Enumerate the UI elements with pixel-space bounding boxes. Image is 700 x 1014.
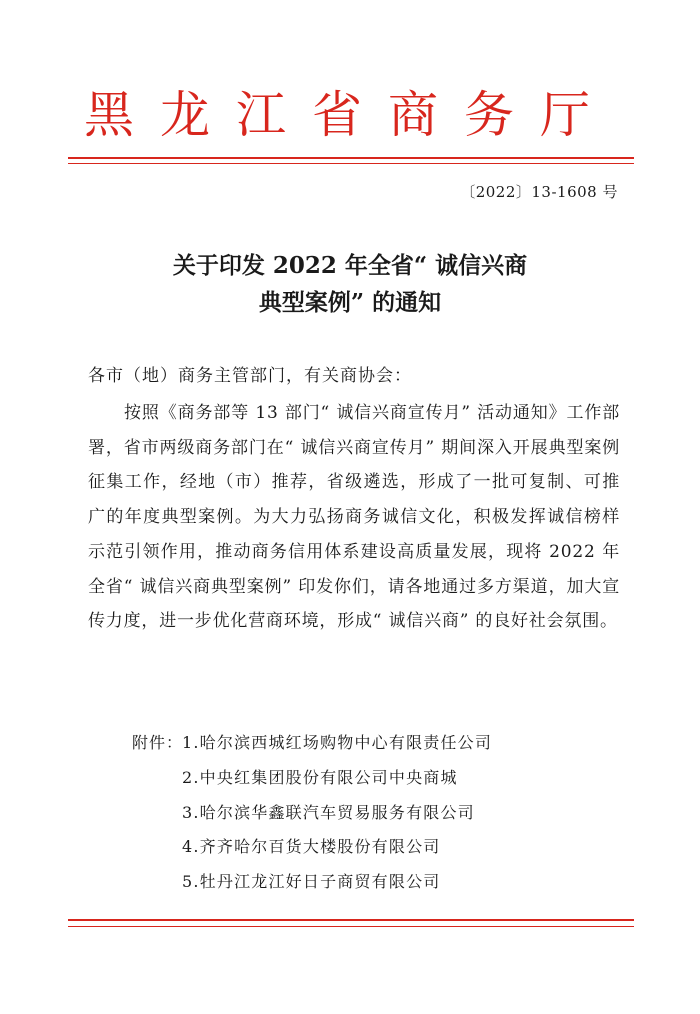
footer-rule-bottom [68, 926, 634, 927]
document-number: 〔2022〕13-1608 号 [460, 183, 618, 201]
attachment-item: 2.中央红集团股份有限公司中央商城 [182, 768, 458, 787]
header-rule-top [68, 157, 634, 159]
attachment-item: 4.齐齐哈尔百货大楼股份有限公司 [182, 837, 441, 856]
attachment-item: 1.哈尔滨西城红场购物中心有限责任公司 [182, 733, 493, 752]
attachments-label: 附件： [132, 733, 184, 752]
footer-rule-top [68, 919, 634, 921]
attachment-item: 5.牡丹江龙江好日子商贸有限公司 [182, 872, 441, 891]
body-paragraph: 按照《商务部等 13 部门“ 诚信兴商宣传月” 活动通知》工作部署，省市两级商务部门在“ 诚信兴商宣传月” 期间深入开展典型案例征集工作，经地（市）推荐，省级遴选，形成了一批可复制、可推广的年度典型案例。为大力弘扬商务诚信文化，积极发挥诚信榜样示范引领作用，推动商务信用体系建设高质量发展，现将 2022 年全省“ 诚信兴商典型案例” 印发你们，请各地通过多方渠道，加大宣传力度，进一步优化营商环境，形成“ 诚信兴商” 的良好社会氛围。 [88, 403, 620, 632]
attachment-item: 3.哈尔滨华鑫联汽车贸易服务有限公司 [182, 803, 475, 822]
document-title-line1: 关于印发 2022 年全省“ 诚信兴商 [172, 252, 528, 279]
issuer-header: 黑龙江省商务厅 [84, 86, 616, 144]
salutation: 各市（地）商务主管部门，有关商协会： [88, 366, 412, 386]
document-title-line2: 典型案例” 的通知 [258, 289, 442, 316]
header-rule-bottom [68, 163, 634, 164]
